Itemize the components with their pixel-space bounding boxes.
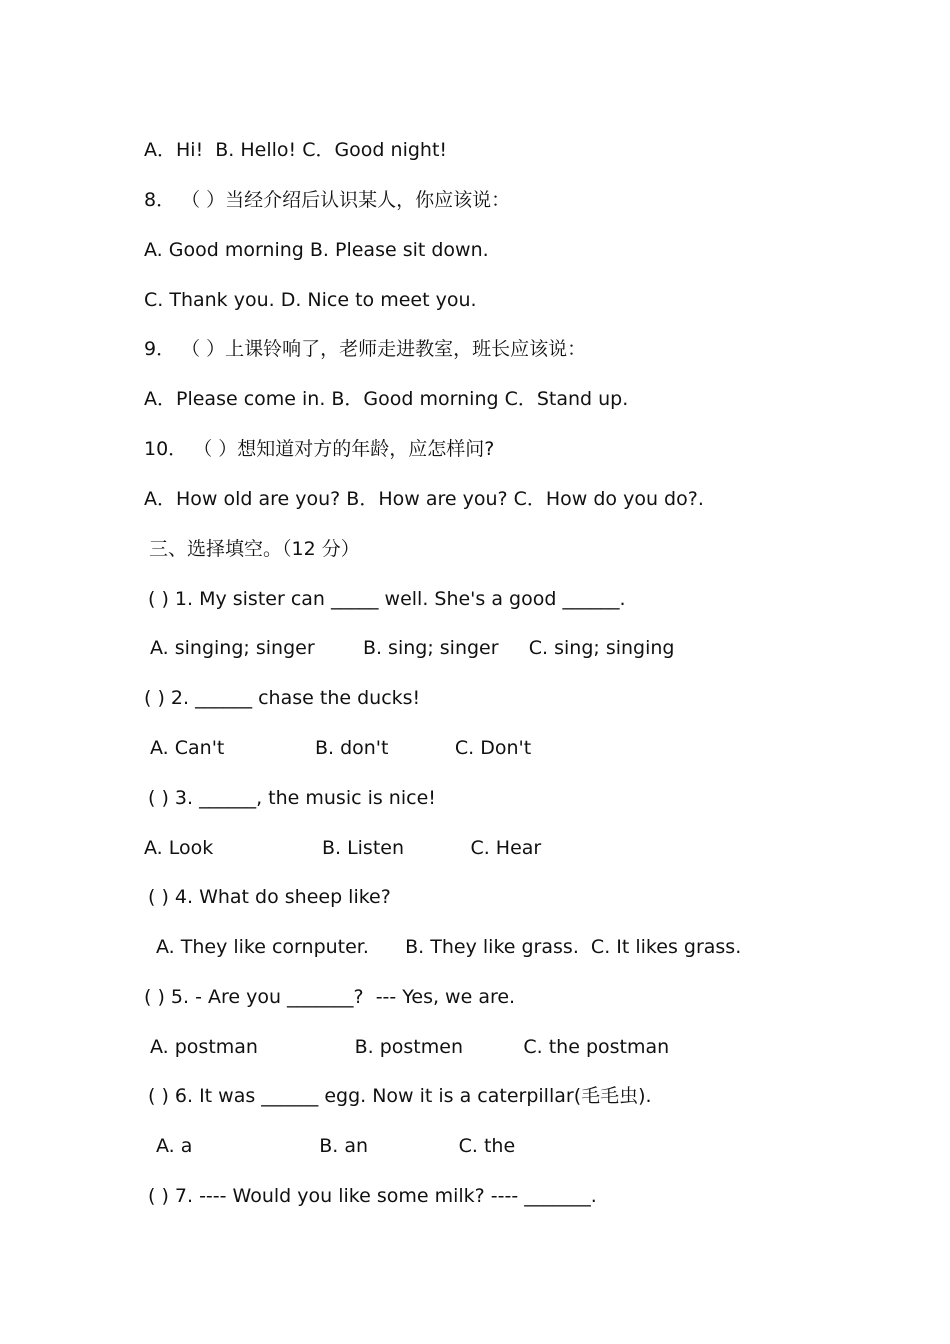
q7-options: A．Hi! B. Hello! C．Good night! [144, 139, 448, 161]
mc-options-5: A. postman B. postmen C. the postman [150, 1036, 670, 1058]
mc-question-6: ( ) 6. It was ______ egg. Now it is a caterpillar(毛毛虫). [148, 1085, 652, 1107]
mc-options-6: A. a B. an C. the [156, 1135, 516, 1157]
q9-options: A．Please come in. B．Good morning C．Stand up. [144, 388, 629, 410]
mc-options-1: A. singing; singer B. sing; singer C. sing; singing [150, 637, 675, 659]
mc-options-4: A. They like cornputer. B. They like grass. C. It likes grass. [156, 936, 742, 958]
section-heading: 三、选择填空。（12 分） [149, 538, 360, 560]
mc-question-5: ( ) 5. - Are you _______? --- Yes, we are. [144, 986, 516, 1008]
q8-options-cd: C. Thank you. D. Nice to meet you. [144, 289, 477, 311]
mc-question-4: ( ) 4. What do sheep like? [148, 886, 391, 908]
q10-options: A．How old are you? B．How are you? C．How do you do?. [144, 488, 704, 510]
mc-question-3: ( ) 3. ______, the music is nice! [148, 787, 436, 809]
mc-options-2: A. Can't B. don't C. Don't [150, 737, 532, 759]
question-8: 8． （ ）当经介绍后认识某人，你应该说： [144, 189, 511, 211]
question-9: 9． （ ）上课铃响了，老师走进教室，班长应该说： [144, 338, 587, 360]
mc-options-3: A. Look B. Listen C. Hear [144, 837, 542, 859]
q8-options-ab: A. Good morning B. Please sit down. [144, 239, 489, 261]
question-10: 10． （ ）想知道对方的年龄，应怎样问? [144, 438, 495, 460]
mc-question-7: ( ) 7. ---- Would you like some milk? ---- _______. [148, 1185, 597, 1207]
mc-question-1: ( ) 1. My sister can _____ well. She's a good ______. [148, 588, 626, 610]
mc-question-2: ( ) 2. ______ chase the ducks! [144, 687, 421, 709]
